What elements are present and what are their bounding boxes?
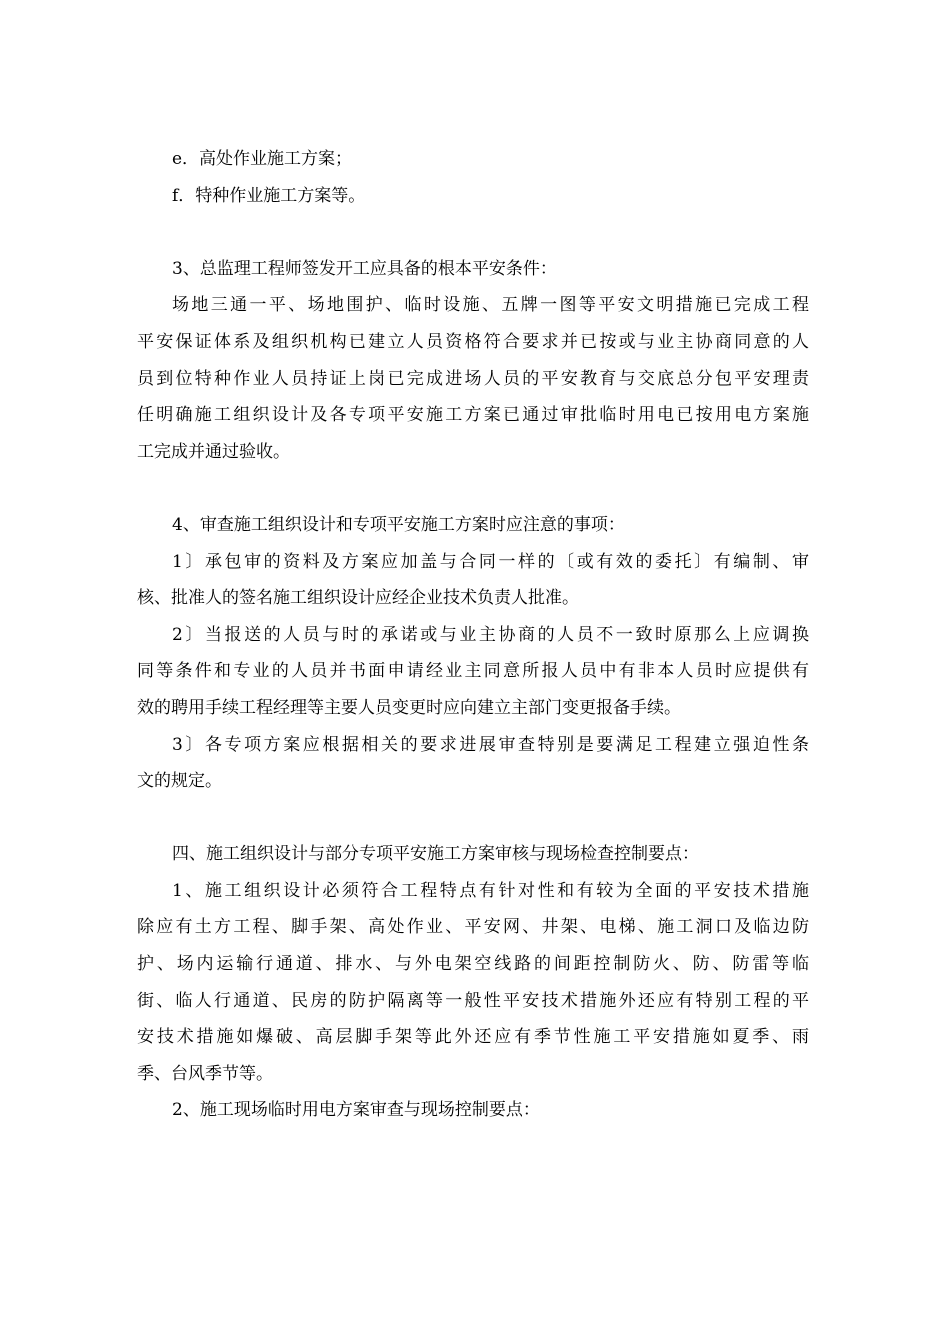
list-item-e: e．高处作业施工方案； <box>172 149 353 169</box>
paragraph-line: 场地三通一平、场地围护、临时设施、五牌一图等平安文明措施已完成工程 <box>172 295 809 316</box>
paragraph-gap <box>137 470 809 507</box>
paragraph-line: 员到位特种作业人员持证上岗已完成进场人员的平安教育与交底总分包平安理责 <box>137 368 809 389</box>
paragraph-line: 效的聘用手续工程经理等主要人员变更时应向建立主部门变更报备手续。 <box>137 697 681 718</box>
paragraph-line: 文的规定。 <box>137 771 222 792</box>
section-heading-4: 4、审查施工组织设计和专项平安施工方案时应注意的事项： <box>172 514 625 535</box>
paragraph-line: 1〕承包审的资料及方案应加盖与合同一样的〔或有效的委托〕有编制、审 <box>172 551 809 572</box>
section-heading-3: 3、总监理工程师签发开工应具备的根本平安条件： <box>172 258 557 279</box>
paragraph-line: 街、临人行通道、民房的防护隔离等一般性平安技术措施外还应有特别工程的平 <box>137 990 809 1011</box>
paragraph-line: 1、施工组织设计必须符合工程特点有针对性和有较为全面的平安技术措施 <box>172 880 809 901</box>
subsection-heading-2: 2、施工现场临时用电方案审查与现场控制要点： <box>172 1100 540 1121</box>
paragraph-line: 除应有土方工程、脚手架、高处作业、平安网、井架、电梯、施工洞口及临边防 <box>137 917 809 938</box>
paragraph-line: 护、场内运输行通道、排水、与外电架空线路的间距控制防火、防、防雷等临 <box>137 954 809 975</box>
document-page <box>137 141 809 1129</box>
paragraph-line: 季、台风季节等。 <box>137 1063 273 1084</box>
paragraph-line: 核、批准人的签名施工组织设计应经企业技术负责人批准。 <box>137 588 579 609</box>
paragraph-line: 安技术措施如爆破、高层脚手架等此外还应有季节性施工平安措施如夏季、雨 <box>137 1027 809 1048</box>
paragraph-line: 任明确施工组织设计及各专项平安施工方案已通过审批临时用电已按用电方案施 <box>137 405 809 426</box>
paragraph-line: 工完成并通过验收。 <box>137 441 290 462</box>
paragraph-line: 同等条件和专业的人员并书面申请经业主同意所报人员中有非本人员时应提供有 <box>137 661 809 682</box>
paragraph-line: 3〕各专项方案应根据相关的要求进展审查特别是要满足工程建立强迫性条 <box>172 734 809 755</box>
paragraph-gap <box>137 214 809 251</box>
paragraph-gap <box>137 800 809 837</box>
paragraph-line: 平安保证体系及组织机构已建立人员资格符合要求并已按或与业主协商同意的人 <box>137 331 809 352</box>
section-heading-four: 四、施工组织设计与部分专项平安施工方案审核与现场检查控制要点： <box>172 844 699 865</box>
list-item-f: f．特种作业施工方案等。 <box>172 185 366 206</box>
paragraph-line: 2〕当报送的人员与时的承诺或与业主协商的人员不一致时原那么上应调换 <box>172 624 809 645</box>
